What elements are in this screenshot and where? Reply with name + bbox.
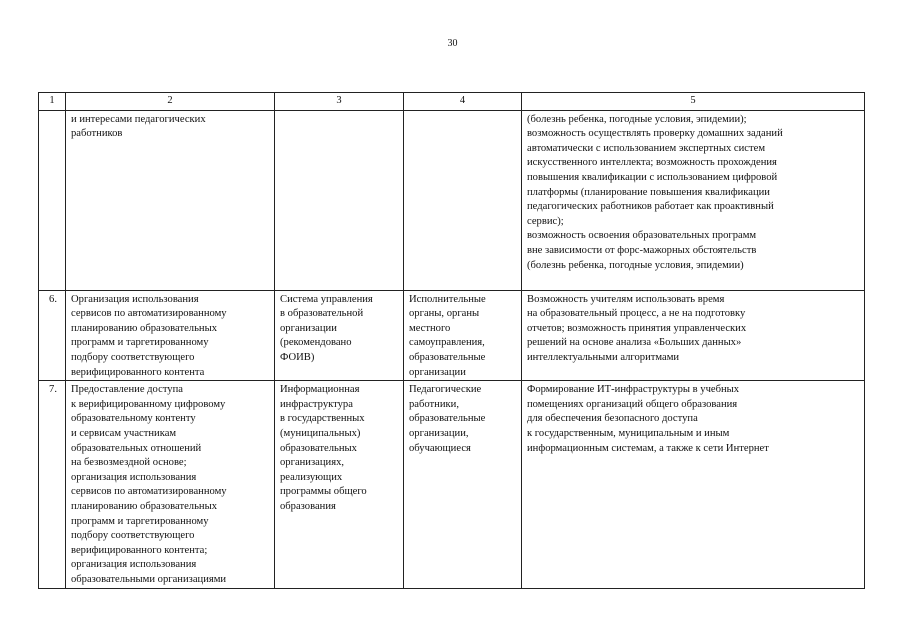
cell-line: (рекомендовано — [280, 337, 352, 349]
cell-line: Возможность учителям использовать время — [527, 293, 725, 305]
cell-line: искусственного интеллекта; возможность прохождения — [527, 157, 777, 169]
cell-line: возможность освоения образовательных программ — [527, 230, 757, 242]
cell-line: автоматически с использованием экспертных систем — [527, 142, 766, 154]
measure-cell — [66, 290, 275, 381]
cell-line: верифицированного контента; — [71, 544, 208, 556]
measure-cell — [66, 381, 275, 589]
system-cell — [275, 290, 404, 381]
cell-line: программ и таргетированному — [71, 515, 209, 527]
effect-cell — [522, 290, 865, 381]
cell-line: работников — [71, 128, 123, 140]
table-row — [39, 290, 865, 381]
cell-line: сервис); — [527, 215, 564, 227]
cell-line: сервисов по автоматизированному — [71, 486, 227, 498]
cell-line: программы общего — [280, 486, 367, 498]
row-number: 7. — [39, 381, 66, 589]
cell-line: Педагогические — [409, 384, 482, 396]
cell-line: образовательные — [409, 413, 486, 425]
cell-line: решений на основе анализа «Больших данных» — [527, 337, 742, 349]
cell-line: организации, — [409, 427, 469, 439]
cell-line: образования — [280, 500, 336, 512]
cell-line: интеллектуальными алгоритмами — [527, 351, 680, 363]
cell-line: вне зависимости от форс-мажорных обстоятельств — [527, 244, 757, 256]
participants-cell — [404, 290, 522, 381]
cell-line: организация использования — [71, 559, 197, 571]
effect-cell — [522, 110, 865, 290]
cell-line: на безвозмездной основе; — [71, 457, 187, 469]
cell-line: планированию образовательных — [71, 322, 217, 334]
cell-line: образовательных — [280, 442, 357, 454]
cell-line: платформы (планирование повышения квалификации — [527, 186, 770, 198]
cell-line: органы, органы — [409, 308, 480, 320]
cell-line: организации — [409, 366, 466, 378]
cell-line: педагогических работников работает как проактивный — [527, 201, 774, 213]
header-cell: 2 — [66, 93, 275, 111]
cell-line: работники, — [409, 398, 459, 410]
cell-line: для обеспечения безопасного доступа — [527, 413, 698, 425]
cell-line: обучающиеся — [409, 442, 471, 454]
cell-line: Система управления — [280, 293, 373, 305]
cell-line: (болезнь ребенка, погодные условия, эпидемии); — [527, 113, 747, 125]
cell-line: в образовательной — [280, 308, 364, 320]
row-number — [39, 110, 66, 290]
cell-line: образовательных отношений — [71, 442, 202, 454]
cell-line: Формирование ИТ-инфраструктуры в учебных — [527, 384, 740, 396]
cell-line: ФОИВ) — [280, 351, 315, 363]
header-cell: 3 — [275, 93, 404, 111]
participants-cell — [404, 381, 522, 589]
system-cell — [275, 381, 404, 589]
cell-line: образовательные — [409, 351, 486, 363]
cell-line: и интересами педагогических — [71, 113, 206, 125]
cell-line: реализующих — [280, 471, 343, 483]
cell-line: к верифицированному цифровому — [71, 398, 226, 410]
cell-line: инфраструктура — [280, 398, 353, 410]
page-number: 30 — [447, 38, 458, 49]
measure-cell — [66, 110, 275, 290]
cell-line: Организация использования — [71, 293, 199, 305]
header-cell: 5 — [522, 93, 865, 111]
cell-line: подбору соответствующего — [71, 351, 195, 363]
cell-line: на образовательный процесс, а не на подготовку — [527, 308, 746, 320]
cell-line: к государственным, муниципальным и иным — [527, 427, 730, 439]
cell-line: образовательными организациями — [71, 573, 227, 585]
cell-line: программ и таргетированному — [71, 337, 209, 349]
cell-line: местного — [409, 322, 451, 334]
cell-line: помещениях организаций общего образования — [527, 398, 738, 410]
table-row — [39, 381, 865, 589]
cell-line: отчетов; возможность принятия управленческих — [527, 322, 747, 334]
cell-line: повышения квалификации с использованием цифровой — [527, 171, 778, 183]
table-header-row — [39, 93, 865, 111]
cell-line: сервисов по автоматизированному — [71, 308, 227, 320]
cell-line: в государственных — [280, 413, 365, 425]
cell-line: организация использования — [71, 471, 197, 483]
cell-line: возможность осуществлять проверку домашних заданий — [527, 128, 783, 140]
system-cell — [275, 110, 404, 290]
header-cell: 1 — [39, 93, 66, 111]
document-table — [38, 92, 865, 589]
table-row — [39, 110, 865, 290]
cell-line: самоуправления, — [409, 337, 485, 349]
effect-cell — [522, 381, 865, 589]
participants-cell — [404, 110, 522, 290]
cell-line: Информационная — [280, 384, 360, 396]
cell-line: (муниципальных) — [280, 427, 361, 439]
cell-line: организациях, — [280, 457, 345, 469]
cell-line: Исполнительные — [409, 293, 486, 305]
row-number: 6. — [39, 290, 66, 381]
cell-line: верифицированного контента — [71, 366, 205, 378]
cell-line: и сервисам участникам — [71, 427, 177, 439]
cell-line: организации — [280, 322, 337, 334]
cell-line: подбору соответствующего — [71, 530, 195, 542]
cell-line: (болезнь ребенка, погодные условия, эпидемии) — [527, 259, 744, 271]
cell-line: Предоставление доступа — [71, 384, 183, 396]
cell-line: образовательному контенту — [71, 413, 196, 425]
cell-line: планированию образовательных — [71, 500, 217, 512]
cell-line: информационным системам, а также к сети Интернет — [527, 442, 769, 454]
header-cell: 4 — [404, 93, 522, 111]
